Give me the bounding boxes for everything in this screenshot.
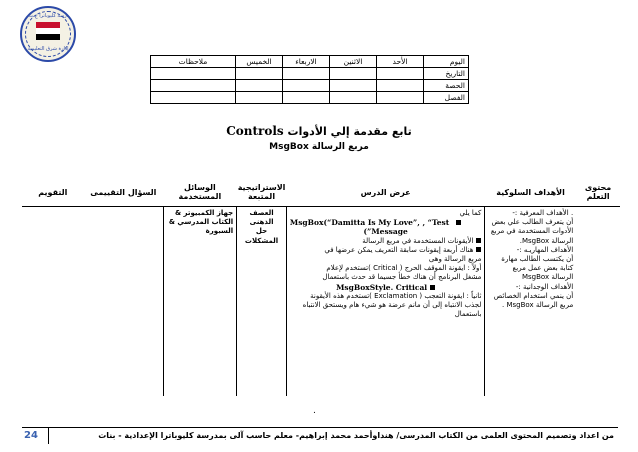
attendance-cell xyxy=(377,92,424,104)
school-logo xyxy=(20,6,76,62)
objective-line: أن يتعرف الطالب علي بعض xyxy=(491,218,574,227)
attendance-header-wednesday: الاربعاء xyxy=(283,56,330,68)
logo-admin-name: إدارة شرق التعليمية xyxy=(27,46,69,52)
presentation-code-text: MsgBoxStyle. Critical xyxy=(336,282,428,292)
attendance-label-class: الفصل xyxy=(424,92,469,104)
objective-line: . الأهداف المعرفية :- xyxy=(512,209,574,217)
objective-line: كتابة بعض عمل مربع xyxy=(512,264,574,273)
lesson-title-arabic: تابع مقدمة إلي الأدوات xyxy=(287,125,412,138)
attendance-label-period: الحصة xyxy=(424,80,469,92)
logo-school-name: مدرسة كليوباترا ع بنات xyxy=(23,13,73,19)
means-line: جهاز الكمبيوتر & xyxy=(175,209,234,217)
objectives-cell xyxy=(485,207,576,397)
means-line: الكتاب المدرسي & xyxy=(168,218,234,227)
means-line: السبورة xyxy=(205,227,234,236)
presentation-line: ثانياً : ايقونة التعجب ( Exclamation )تستخدم هذه الأيقونة xyxy=(310,291,482,300)
lesson-subtitle: مربع الرسالة MsgBox xyxy=(269,142,369,152)
attendance-cell xyxy=(283,68,330,80)
learning-content-cell xyxy=(576,207,620,397)
objective-line: مربع الرسالة MsgBox . xyxy=(502,301,574,310)
header-objectives: الأهداف السلوكية xyxy=(485,178,576,207)
presentation-code-line xyxy=(290,218,481,227)
attendance-cell xyxy=(330,92,377,104)
page-dot: . xyxy=(313,406,316,416)
presentation-intro: كما يلي xyxy=(459,209,482,217)
lesson-plan-table xyxy=(22,178,620,396)
header-presentation: عرض الدرس xyxy=(286,178,484,207)
means-cell xyxy=(163,207,237,397)
footer-separator xyxy=(48,428,49,444)
evaluation-cell xyxy=(22,207,84,397)
attendance-header-row xyxy=(151,56,469,68)
attendance-header-day: اليوم xyxy=(424,56,469,68)
presentation-line: مشغل البرنامج أن هناك خطأ جسيما قد حدث باستعمال xyxy=(322,273,482,282)
attendance-row-date xyxy=(151,68,469,80)
attendance-cell xyxy=(236,68,283,80)
presentation-line: أولاً : ايقونة الموقف الحرج ( Critical )تستخدم لإعلام xyxy=(326,264,482,273)
attendance-cell xyxy=(283,92,330,104)
attendance-cell xyxy=(151,92,236,104)
strategy-cell xyxy=(237,207,287,397)
presentation-line: باستعمال xyxy=(454,310,482,319)
strategy-line: الذهنى xyxy=(249,218,274,227)
question-cell xyxy=(84,207,163,397)
presentation-line xyxy=(290,237,481,246)
attendance-cell xyxy=(330,68,377,80)
lesson-title-english: Controls xyxy=(226,124,284,138)
presentation-line-text: هناك أربعة إيقونات سابقة التعريف يمكن عرضها في xyxy=(324,245,474,254)
attendance-cell xyxy=(151,68,236,80)
objective-line: الأدوات المستخدمة في مربع xyxy=(490,227,574,236)
attendance-cell xyxy=(330,80,377,92)
footer xyxy=(22,427,618,444)
attendance-header-thursday: الخميس xyxy=(236,56,283,68)
objective-line: الأهداف المهاريـه :- xyxy=(516,245,574,254)
header-strategy: الاستراتيجية المتبعة xyxy=(237,178,287,207)
header-learning-content: محتوى التعلم xyxy=(576,178,620,207)
square-bullet-icon xyxy=(430,285,435,290)
attendance-row-class xyxy=(151,92,469,104)
header-question: السؤال التقييمى xyxy=(84,178,163,207)
objective-line: الرسالة MsgBox. xyxy=(519,236,574,245)
presentation-code-line xyxy=(290,283,481,292)
attendance-label-date: التاريخ xyxy=(424,68,469,80)
attendance-cell xyxy=(283,80,330,92)
attendance-header-sunday: الأحد xyxy=(377,56,424,68)
attendance-cell xyxy=(236,80,283,92)
objective-line: أن ينمي استخدام الخصائص xyxy=(493,291,574,300)
square-bullet-icon xyxy=(476,247,481,252)
objective-line: الأهداف الوجدانية :- xyxy=(515,282,574,291)
attendance-cell xyxy=(236,92,283,104)
presentation-cell xyxy=(286,207,484,397)
header-means: الوسائل المستخدمة xyxy=(163,178,237,207)
presentation-code-line-cont: Message”) xyxy=(363,227,408,237)
attendance-cell xyxy=(377,68,424,80)
page-number: 24 xyxy=(24,430,38,441)
lesson-plan-body-row xyxy=(22,207,620,397)
lesson-title xyxy=(0,124,638,138)
strategy-line: المشكلات xyxy=(244,236,279,245)
strategy-line: حل xyxy=(255,227,268,236)
lesson-plan-header-row xyxy=(22,178,620,207)
attendance-row-period xyxy=(151,80,469,92)
objective-line: الرسالة MsgBox xyxy=(521,273,574,282)
square-bullet-icon xyxy=(476,238,481,243)
egypt-flag-icon xyxy=(36,22,60,40)
footer-credit: من اعداد وتصميم المحتوى العلمى من الكتاب المدرسى/ هنداوأحمد محمد إبراهيم- معلم حاسب آلى بمدرسة كليوباترا الإعدادية - بنات xyxy=(98,431,614,440)
attendance-header-monday: الاثنين xyxy=(330,56,377,68)
presentation-line-text: الأيقونات المستخدمة في مربع الرسالة xyxy=(362,236,474,245)
square-bullet-icon xyxy=(456,220,461,225)
objective-line: أن يكتسب الطالب مهارة xyxy=(501,255,574,264)
attendance-header-notes: ملاحظات xyxy=(151,56,236,68)
header-evaluation: التقويم xyxy=(22,178,84,207)
attendance-cell xyxy=(377,80,424,92)
attendance-table xyxy=(150,55,469,104)
presentation-line: مربع الرسالة وهى xyxy=(428,255,482,264)
strategy-line: العصف xyxy=(249,209,274,217)
attendance-cell xyxy=(151,80,236,92)
presentation-line xyxy=(290,246,481,255)
presentation-code-text: MsgBox(“Damitta Is My Love”, , “Test xyxy=(289,218,450,228)
presentation-line: لجذب الانتباه إلى أن مانم عرضة هو شيء هام ويستحق الانتباه xyxy=(302,301,482,310)
